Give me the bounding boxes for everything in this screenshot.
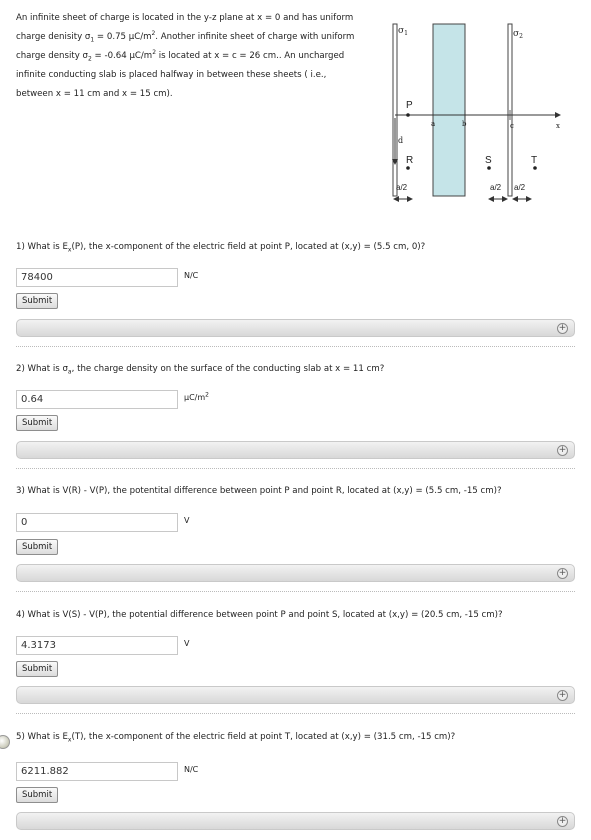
question-2-text: 2) What is $\sigma_a$, the charge density on the surface of the conducting slab at x = 11 cm? [16, 364, 385, 376]
label-a2-mid: a/2 [490, 183, 502, 192]
question-4-text: 4) What is V(S) - V(P), the potential difference between point P and point S, located at (x,y) = (20.5 cm, -15 cm)? [16, 610, 503, 620]
separator [16, 346, 575, 347]
separator [16, 591, 575, 592]
answer-row-5 [16, 762, 198, 781]
question-3 [16, 486, 576, 578]
sigma2-label: $\sigma_2$ [513, 29, 523, 40]
question-5 [16, 732, 576, 826]
intro-line-3: charge density $\sigma_2 = -0.64$ $\mu C/m^2$ is located at x = c = 26 cm.. An uncharged [16, 49, 345, 63]
label-d: d [398, 136, 404, 145]
hint-bar-4[interactable] [16, 686, 575, 704]
answer-row-4 [16, 636, 189, 655]
separator [16, 713, 575, 714]
question-1-text: 1) What is $E_x(P)$, the x-component of the electric field at point P, located at (x,y) = (5.5 cm, 0)? [16, 242, 426, 254]
answer-input-5[interactable]: 6211.882 [16, 762, 178, 781]
sigma1-label: $\sigma_1$ [398, 26, 408, 37]
unit-3: V [184, 516, 190, 525]
label-p: P [406, 100, 413, 111]
side-bubble-icon[interactable] [0, 735, 10, 749]
hint-bar-2[interactable] [16, 441, 575, 459]
answer-input-2[interactable]: 0.64 [16, 390, 178, 409]
question-2 [16, 364, 576, 455]
intro-line-5: between x = 11 cm and x = 15 cm). [16, 89, 173, 99]
question-5-text: 5) What is $E_x(T)$, the x-component of the electric field at point T, located at (x,y) = (31.5 cm, -15 cm)? [16, 732, 456, 744]
label-a2-right: a/2 [514, 183, 526, 192]
question-3-text: 3) What is V(R) - V(P), the potentital difference between point P and point R, located at (x,y) = (5.5 cm, -15 cm)? [16, 486, 502, 496]
point-p [406, 113, 410, 117]
answer-input-1[interactable]: 78400 [16, 268, 178, 287]
point-s [487, 166, 491, 170]
plus-circle-icon[interactable]: + [558, 323, 567, 333]
plus-circle-icon[interactable]: + [558, 568, 567, 578]
unit-1: N/C [184, 271, 199, 280]
label-t: T [531, 155, 538, 166]
label-r: R [406, 155, 414, 166]
plus-circle-icon[interactable]: + [558, 690, 567, 700]
answer-row-1 [16, 268, 198, 287]
unit-2: $\mu C/m^2$ [184, 391, 209, 402]
label-x: x [556, 122, 560, 130]
submit-button-4[interactable]: Submit [16, 661, 58, 677]
conducting-slab [433, 24, 465, 196]
point-t [533, 166, 537, 170]
label-b: b [462, 120, 467, 128]
hint-bar-5[interactable] [16, 812, 575, 830]
answer-input-3[interactable]: 0 [16, 513, 178, 532]
label-a2-left: a/2 [396, 183, 408, 192]
unit-5: N/C [184, 765, 199, 774]
plus-circle-icon[interactable]: + [558, 445, 567, 455]
unit-4: V [184, 639, 190, 648]
submit-button-1[interactable]: Submit [16, 293, 58, 309]
intro-line-2: charge denisity $\sigma_1 = 0.75$ $\mu C/m^2$. Another infinite sheet of charge with uniform [16, 30, 355, 44]
intro-line-1: An infinite sheet of charge is located in the y-z plane at x = 0 and has uniform [16, 13, 354, 23]
hint-bar-1[interactable] [16, 319, 575, 337]
submit-button-3[interactable]: Submit [16, 539, 58, 555]
question-4 [16, 610, 576, 700]
plus-circle-icon[interactable]: + [558, 816, 567, 826]
problem-statement [16, 9, 388, 104]
label-a: a [431, 120, 436, 128]
label-s: S [485, 155, 492, 166]
answer-input-4[interactable]: 4.3173 [16, 636, 178, 655]
label-c: c [510, 122, 514, 130]
intro-line-4: infinite conducting slab is placed halfway in between these sheets ( i.e., [16, 70, 327, 80]
hint-bar-3[interactable] [16, 564, 575, 582]
submit-button-2[interactable]: Submit [16, 415, 58, 431]
sheet-1 [393, 24, 397, 196]
point-r [406, 166, 410, 170]
charge-sheets-diagram [386, 18, 576, 213]
submit-button-5[interactable]: Submit [16, 787, 58, 803]
answer-row-3 [16, 513, 189, 532]
answer-row-2 [16, 390, 209, 409]
question-1 [16, 242, 576, 333]
separator [16, 468, 575, 469]
